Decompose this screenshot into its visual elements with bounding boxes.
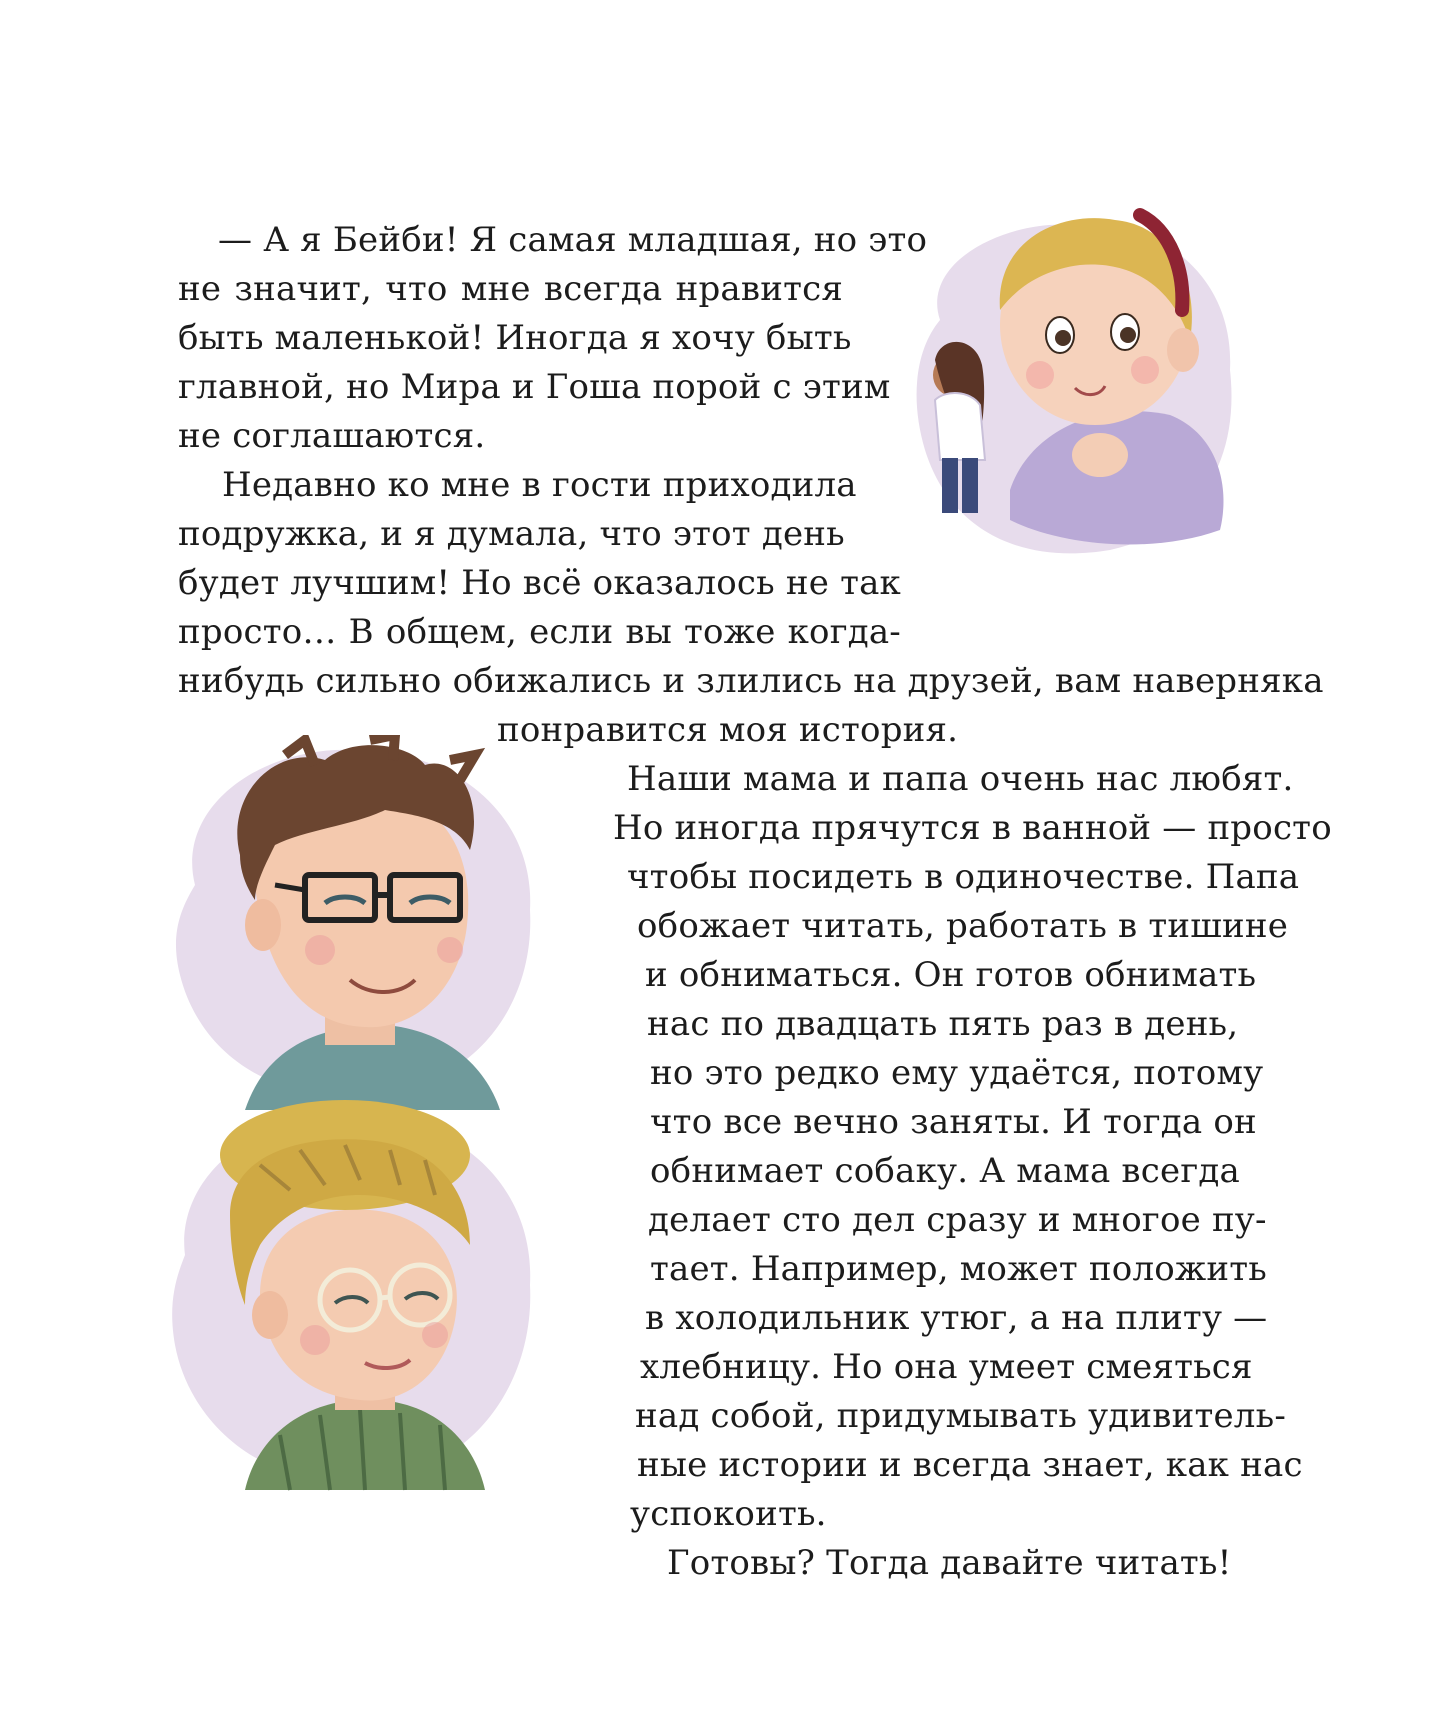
baby-portrait-illustration [900, 200, 1245, 570]
text-line: понравится моя история. [497, 710, 959, 750]
text-line: просто… В общем, если вы тоже когда- [178, 612, 901, 652]
text-line: нибудь сильно обижались и злились на друзей, вам наверняка [178, 661, 1324, 701]
text-line: — А я Бейби! Я самая младшая, но это [218, 220, 928, 260]
text-line: успокоить. [630, 1494, 827, 1534]
text-line: Готовы? Тогда давайте читать! [667, 1543, 1232, 1583]
text-line: главной, но Мира и Гоша порой с этим [178, 367, 891, 407]
text-line: чтобы посидеть в одиночестве. Папа [627, 857, 1300, 897]
text-line: будет лучшим! Но всё оказалось не так [178, 563, 902, 603]
text-line: не значит, что мне всегда нравится [178, 269, 843, 309]
text-line: обожает читать, работать в тишине [637, 906, 1289, 946]
text-line: Наши мама и папа очень нас любят. [627, 759, 1294, 799]
text-line: обнимает собаку. А мама всегда [650, 1151, 1240, 1191]
text-line: что все вечно заняты. И тогда он [650, 1102, 1257, 1142]
text-line: делает сто дел сразу и многое пу- [648, 1200, 1267, 1240]
text-line: Недавно ко мне в гости приходила [222, 465, 857, 505]
mom-portrait-illustration [150, 1095, 545, 1495]
text-line: в холодильник утюг, а на плиту — [645, 1298, 1268, 1338]
text-line: хлебницу. Но она умеет смеяться [640, 1347, 1253, 1387]
text-line: нас по двадцать пять раз в день, [647, 1004, 1239, 1044]
text-line: подружка, и я думала, что этот день [178, 514, 845, 554]
text-line: ные истории и всегда знает, как нас [637, 1445, 1303, 1485]
dad-portrait-illustration [155, 735, 545, 1110]
text-line: быть маленькой! Иногда я хочу быть [178, 318, 852, 358]
text-line: над собой, придумывать удивитель- [635, 1396, 1287, 1436]
text-line: и обниматься. Он готов обнимать [645, 955, 1257, 995]
text-line: но это редко ему удаётся, потому [650, 1053, 1264, 1093]
text-line: тает. Например, может положить [650, 1249, 1267, 1289]
text-line: Но иногда прячутся в ванной — просто [613, 808, 1332, 848]
text-line: не соглашаются. [178, 416, 486, 456]
